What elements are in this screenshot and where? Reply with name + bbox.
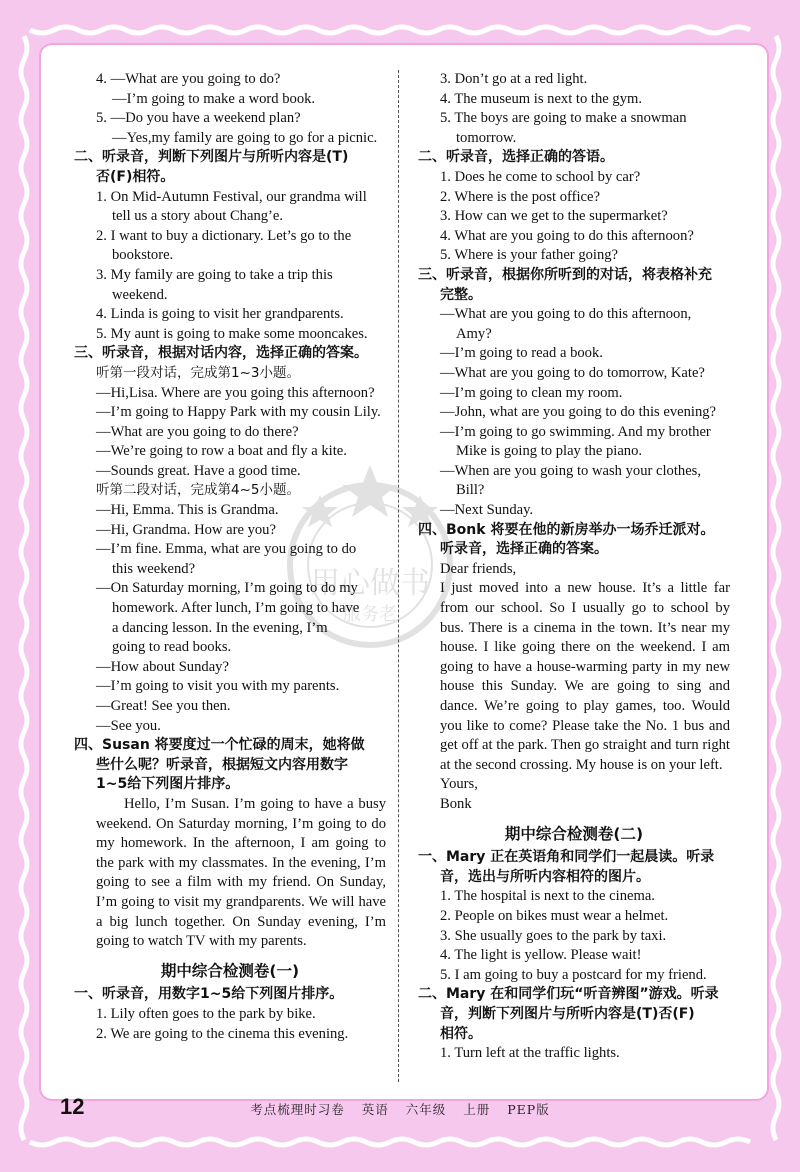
text-line: —Yes,my family are going to go for a picnic. (112, 129, 378, 146)
text-line: 4. —What are you going to do? (96, 71, 281, 87)
text-line: 1. Lily often goes to the park by bike. (96, 1005, 316, 1022)
footer-edition: PEP版 (507, 1102, 550, 1117)
text-line: —What are you going to do tomorrow, Kate? (440, 364, 705, 381)
section-heading: 完整。 (440, 286, 482, 303)
section-heading: 一、Mary 正在英语角和同学们一起晨读。听录 (418, 849, 715, 866)
text-line: bookstore. (112, 247, 174, 264)
text-line: a dancing lesson. In the evening, I’m (112, 619, 328, 636)
text-line: —How about Sunday? (96, 658, 229, 675)
text-line: —Sounds great. Have a good time. (96, 462, 301, 479)
text-line: 1. Does he come to school by car? (440, 168, 641, 185)
text-line: —I’m going to make a word book. (112, 90, 316, 107)
passage-paragraph: I just moved into a new house. It’s a little far from our school. So I usually go to school by bus. There is a cinema in the town. It’s near my house. I like going there on the weekend. I am going to have a house-warming party in my new house this Sunday. We are going to sing and dance. We’re going to play games, too. Would you like to come? Please take the No. 1 bus and get off at the park. Then go straight and turn right at the second crossing. My house is on your left. (440, 580, 730, 773)
text-line: —Hi, Emma. This is Grandma. (96, 502, 279, 519)
text-line: this weekend? (112, 560, 196, 577)
text-line: 4. The light is yellow. Please wait! (440, 947, 642, 964)
text-line: —I’m going to Happy Park with my cousin Lily. (96, 404, 381, 421)
section-heading: 三、听录音，根据你所听到的对话，将表格补充 (418, 266, 712, 283)
text-line: —See you. (96, 717, 161, 734)
section-heading: 二、听录音，判断下列图片与所听内容是(T) (74, 149, 349, 166)
text-line: weekend. (112, 286, 168, 303)
text-line: 3. My family are going to take a trip this (96, 266, 333, 283)
text-line: 4. The museum is next to the gym. (440, 90, 642, 107)
section-heading: 三、听录音，根据对话内容，选择正确的答案。 (74, 345, 368, 362)
text-line: —Hi, Grandma. How are you? (96, 521, 276, 538)
page-number: 12 (60, 1094, 85, 1119)
exam-title: 期中综合检测卷(二) (504, 824, 644, 843)
text-line: 5. —Do you have a weekend plan? (96, 110, 301, 127)
text-line: —Next Sunday. (440, 502, 534, 519)
text-line: 3. She usually goes to the park by taxi. (440, 927, 667, 944)
text-line: —I’m going to visit you with my parents. (96, 678, 340, 695)
footer-subject: 英语 (361, 1102, 389, 1117)
text-line: 5. I am going to buy a postcard for my friend. (440, 966, 707, 983)
text-line: 5. The boys are going to make a snowman (440, 110, 687, 127)
section-heading: 二、听录音，选择正确的答语。 (418, 149, 614, 166)
text-line: —I’m fine. Emma, what are you going to do (96, 541, 357, 558)
text-line: —I’m going to go swimming. And my brother (440, 423, 711, 440)
text-line: —I’m going to clean my room. (440, 384, 623, 401)
text-line: —What are you going to do this afternoon, (440, 306, 692, 323)
text-line: —On Saturday morning, I’m going to do my (96, 580, 358, 597)
text-line: —We’re going to row a boat and fly a kite. (96, 443, 347, 460)
footer-volume: 上册 (463, 1102, 491, 1117)
section-heading: 否(F)相符。 (96, 168, 175, 185)
section-heading: 音，判断下列图片与所听内容是(T)否(F) (440, 1005, 695, 1022)
text-line: 4. Linda is going to visit her grandparents. (96, 306, 344, 323)
footer-series: 考点梳理时习卷 (250, 1102, 345, 1117)
footer (0, 1100, 800, 1118)
section-heading: 些什么呢？听录音，根据短文内容用数字 (96, 756, 348, 773)
text-line: 1. On Mid-Autumn Festival, our grandma will (96, 188, 367, 205)
text-line: homework. After lunch, I’m going to have (112, 600, 360, 617)
text-line: —Hi,Lisa. Where are you going this afternoon? (96, 384, 375, 401)
section-heading: 一、听录音，用数字1~5给下列图片排序。 (74, 986, 344, 1003)
text-line: 1. The hospital is next to the cinema. (440, 888, 655, 905)
column-divider (398, 70, 399, 1082)
text-line: 2. People on bikes must wear a helmet. (440, 907, 669, 924)
text-line: Bill? (456, 482, 485, 499)
section-heading: 二、Mary 在和同学们玩“听音辨图”游戏。听录 (418, 986, 719, 1003)
text-line: 1. Turn left at the traffic lights. (440, 1045, 620, 1062)
text-line: 3. Don’t go at a red light. (440, 71, 588, 87)
text-line: going to read books. (112, 639, 232, 656)
signature-line: Bonk (440, 795, 472, 812)
text-line: —Great! See you then. (96, 698, 231, 714)
text-line: Mike is going to play the piano. (456, 443, 643, 460)
section-heading: 1~5给下列图片排序。 (96, 776, 240, 793)
text-line: Dear friends, (440, 560, 517, 577)
stamp-text-2: 服务老 (343, 604, 397, 625)
exam-title: 期中综合检测卷(一) (160, 961, 300, 980)
signature-line: Yours, (440, 776, 478, 793)
passage-paragraph: Hello, I’m Susan. I’m going to have a busy weekend. On Saturday morning, I’m going to do my homework. In the afternoon, I am going to the park with my classmates. In the evening, I’m going to see a film with my friend. On Sunday, I’m going to visit my grandparents. We will have a big lunch together. On Sunday evening, I’m going to watch TV with my parents. (96, 795, 386, 950)
section-heading: 四、Susan 将要度过一个忙碌的周末，她将做 (74, 737, 365, 754)
right-column (418, 70, 730, 1064)
text-line: 2. I want to buy a dictionary. Let’s go to the (96, 227, 352, 244)
section-heading: 音，选出与所听内容相符的图片。 (440, 868, 650, 885)
text-line: 5. Where is your father going? (440, 247, 619, 264)
text-line: Amy? (456, 325, 492, 342)
text-line: 4. What are you going to do this afternoon? (440, 227, 694, 244)
footer-grade: 六年级 (405, 1102, 447, 1117)
text-line: —John, what are you going to do this evening? (440, 404, 717, 421)
text-line: 5. My aunt is going to make some mooncakes. (96, 325, 368, 342)
text-line: 2. We are going to the cinema this evening. (96, 1025, 349, 1042)
left-column (74, 70, 386, 1044)
text-line: tell us a story about Chang’e. (112, 208, 284, 225)
text-line: 2. Where is the post office? (440, 188, 600, 205)
section-heading: 相符。 (440, 1025, 482, 1042)
text-line: 3. How can we get to the supermarket? (440, 208, 668, 225)
text-line: —When are you going to wash your clothes, (440, 462, 702, 479)
text-line: 听第一段对话，完成第1~3小题。 (96, 364, 300, 381)
section-heading: 听录音，选择正确的答案。 (440, 541, 608, 558)
text-line: —I’m going to read a book. (440, 345, 603, 362)
stamp-text: 用心做书 (310, 566, 430, 601)
text-line: 听第二段对话，完成第4~5小题。 (96, 482, 300, 499)
section-heading: 四、Bonk 将要在他的新房举办一场乔迁派对。 (418, 521, 715, 538)
text-line: tomorrow. (456, 129, 517, 146)
text-line: —What are you going to do there? (96, 423, 299, 440)
